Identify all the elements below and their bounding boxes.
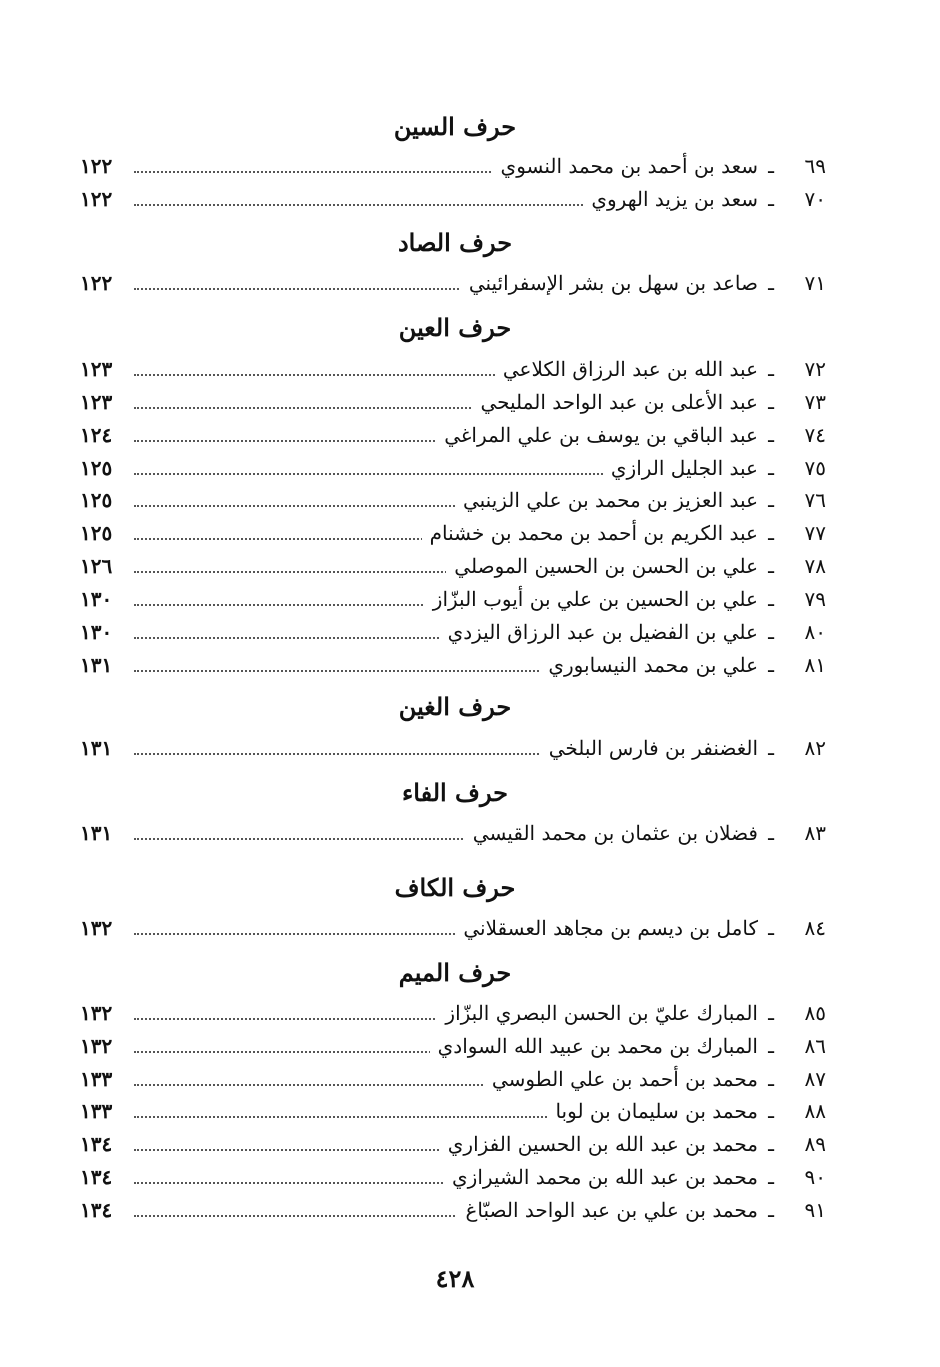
entry-dash: ـ [768,1132,774,1156]
entry-page: ١٣٠ [80,620,113,644]
entry-page: ١٣٢ [80,1001,113,1025]
entry-page: ١٢٣ [80,390,113,414]
entry-dash: ـ [768,390,774,414]
index-entry [80,1163,840,1191]
index-entry [80,185,840,213]
entry-page: ١٢٤ [80,423,113,447]
entry-number: ٧٦ [804,488,826,512]
entry-page: ١٢٢ [80,187,113,211]
entry-name: سعد بن يزيد الهروي [583,185,758,213]
entry-dash: ـ [768,1198,774,1222]
page-number: ٤٢٨ [435,1264,475,1293]
entry-dash: ـ [768,587,774,611]
entry-page: ١٢٥ [80,456,113,480]
entry-number: ٨١ [804,653,826,677]
entry-name: عبد الكريم بن أحمد بن محمد بن خشنام [422,519,758,547]
entry-page: ١٢٦ [80,554,113,578]
entry-dash: ـ [768,620,774,644]
entry-dash: ـ [768,521,774,545]
entry-name: المبارك عليّ بن الحسن البصري البزّاز [437,999,758,1027]
entry-page: ١٣٤ [80,1132,113,1156]
entry-dash: ـ [768,821,774,845]
entry-number: ٧٧ [804,521,826,545]
entry-page: ١٢٢ [80,271,113,295]
index-entry [80,651,840,679]
entry-dash: ـ [768,1001,774,1025]
entry-dash: ـ [768,916,774,940]
index-entry [80,421,840,449]
entry-page: ١٢٢ [80,154,113,178]
entry-number: ٧٢ [804,357,826,381]
entry-dash: ـ [768,1034,774,1058]
entry-name: علي بن الحسين بن علي بن أيوب البزّاز [425,585,758,613]
entry-name: عبد الأعلى بن عبد الواحد المليحي [472,388,758,416]
entry-number: ٨٤ [804,916,826,940]
entry-name: محمد بن علي بن عبد الواحد الصبّاغ [457,1196,758,1224]
entry-name: علي بن الحسن بن الحسين الموصلي [446,552,758,580]
entry-page: ١٣١ [80,736,113,760]
entry-number: ٩٠ [804,1165,826,1189]
entry-number: ٨٢ [804,736,826,760]
index-entry [80,486,840,514]
entry-page: ١٣٤ [80,1198,113,1222]
entry-dash: ـ [768,271,774,295]
entry-number: ٨٥ [804,1001,826,1025]
index-entry [80,519,840,547]
entry-dash: ـ [768,1099,774,1123]
entry-name: محمد بن سليمان بن لوبا [547,1097,758,1125]
entry-name: فضلان بن عثمان بن محمد القيسي [465,819,758,847]
entry-number: ٧٤ [804,423,826,447]
entry-name: عبد العزيز بن محمد بن علي الزينبي [455,486,758,514]
entry-number: ٧٣ [804,390,826,414]
entry-number: ٨٣ [804,821,826,845]
index-entry [80,269,840,297]
entry-name: المبارك بن محمد بن عبيد الله السوادي [430,1032,758,1060]
entry-number: ٨٧ [804,1067,826,1091]
index-entry [80,1065,840,1093]
index-entry [80,618,840,646]
entry-page: ١٣١ [80,653,113,677]
entry-dash: ـ [768,423,774,447]
entry-dash: ـ [768,187,774,211]
entry-dash: ـ [768,736,774,760]
entry-name: عبد الباقي بن يوسف بن علي المراغي [436,421,758,449]
index-entry [80,914,840,942]
entry-dash: ـ [768,357,774,381]
entry-page: ١٢٥ [80,521,113,545]
entry-number: ٨٩ [804,1132,826,1156]
section-heading-ghayn: حرف الغين [398,692,512,721]
index-entry [80,999,840,1027]
entry-dash: ـ [768,1165,774,1189]
entry-dash: ـ [768,488,774,512]
entry-page: ١٣٠ [80,587,113,611]
index-entry [80,152,840,180]
entry-number: ٦٩ [804,154,826,178]
index-entry [80,734,840,762]
entry-page: ١٢٣ [80,357,113,381]
index-entry [80,1032,840,1060]
entry-dash: ـ [768,1067,774,1091]
index-entry [80,454,840,482]
entry-dash: ـ [768,554,774,578]
entry-number: ٨٨ [804,1099,826,1123]
section-heading-sin: حرف السين [393,112,517,141]
index-entry [80,585,840,613]
entry-page: ١٣٢ [80,1034,113,1058]
entry-page: ١٣٣ [80,1067,113,1091]
section-heading-ayn: حرف العين [398,313,512,342]
entry-number: ٧٩ [804,587,826,611]
entry-number: ٧٥ [804,456,826,480]
entry-number: ٧٠ [804,187,826,211]
entry-number: ٨٦ [804,1034,826,1058]
entry-name: محمد بن عبد الله بن محمد الشيرازي [444,1163,758,1191]
entry-dash: ـ [768,653,774,677]
entry-page: ١٣٢ [80,916,113,940]
section-heading-fa: حرف الفاء [401,778,509,807]
entry-name: علي بن محمد النيسابوري [540,651,758,679]
entry-page: ١٣٤ [80,1165,113,1189]
entry-dash: ـ [768,456,774,480]
index-entry [80,355,840,383]
entry-name: علي بن الفضيل بن عبد الرزاق اليزدي [440,618,758,646]
index-entry [80,1097,840,1125]
section-heading-kaf: حرف الكاف [394,873,516,902]
entry-page: ١٣١ [80,821,113,845]
entry-name: محمد بن أحمد بن علي الطوسي [484,1065,758,1093]
entry-number: ٨٠ [804,620,826,644]
entry-number: ٩١ [804,1198,826,1222]
entry-page: ١٢٥ [80,488,113,512]
entry-name: سعد بن أحمد بن محمد النسوي [493,152,758,180]
entry-name: كامل بن ديسم بن مجاهد العسقلاني [455,914,758,942]
entry-name: عبد الله بن عبد الرزاق الكلاعي [495,355,758,383]
entry-name: محمد بن عبد الله بن الحسين الفزاري [440,1130,758,1158]
entry-name: الغضنفر بن فارس البلخي [541,734,758,762]
index-entry [80,819,840,847]
section-heading-sad: حرف الصاد [397,228,513,257]
entry-number: ٧٨ [804,554,826,578]
index-entry [80,552,840,580]
entry-name: عبد الجليل الرازي [603,454,758,482]
index-entry [80,1196,840,1224]
entry-number: ٧١ [804,271,826,295]
index-entry [80,1130,840,1158]
entry-dash: ـ [768,154,774,178]
section-heading-mim: حرف الميم [398,958,512,987]
entry-name: صاعد بن سهل بن بشر الإسفرائيني [461,269,758,297]
index-entry [80,388,840,416]
entry-page: ١٣٣ [80,1099,113,1123]
